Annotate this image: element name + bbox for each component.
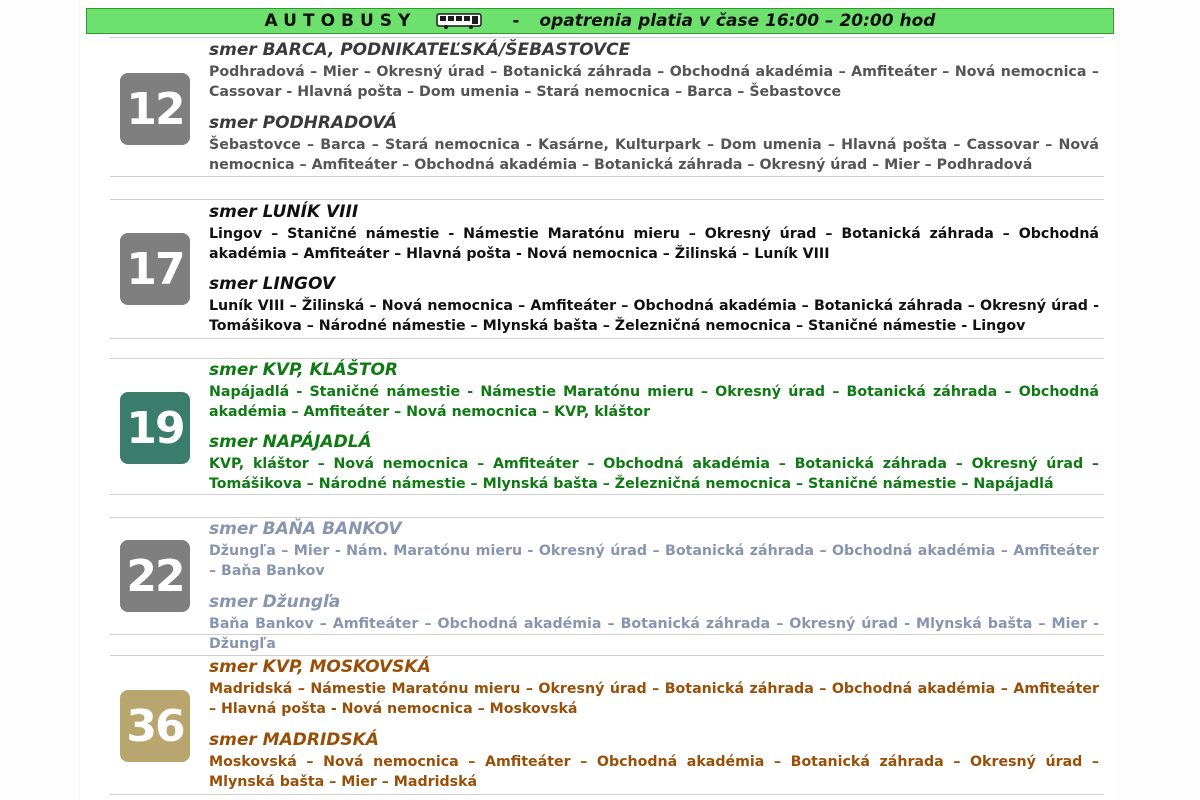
direction-title: smer BAŇA BANKOV bbox=[209, 519, 402, 539]
direction-block bbox=[209, 40, 1099, 102]
line-section-12 bbox=[110, 37, 1104, 177]
stops-list: Džungľa – Mier - Nám. Maratónu mieru - Okresný úrad – Botanická záhrada – Obchodná akadémia – Amfiteáter – Baňa Bankov bbox=[209, 543, 1099, 579]
line-badge-12: 12 bbox=[120, 73, 190, 145]
direction-block bbox=[209, 274, 1099, 336]
direction-title: smer PODHRADOVÁ bbox=[209, 113, 398, 133]
line-badge-36: 36 bbox=[120, 690, 190, 762]
line-section-19 bbox=[110, 358, 1104, 495]
header-title: AUTOBUSY bbox=[264, 11, 417, 31]
header-banner bbox=[86, 8, 1114, 34]
stops-list: Napájadlá - Staničné námestie - Námestie Maratónu mieru – Okresný úrad – Botanická záhrada – Obchodná akadémia – Amfiteáter – Nová nemocnica – KVP, kláštor bbox=[209, 384, 1099, 420]
stops-list: Luník VIII – Žilinská – Nová nemocnica – Amfiteáter – Obchodná akadémia – Botanická záhrada – Okresný úrad - Tomášikova – Národné námestie – Mlynská bašta – Železničná nemocnica – Staničné námestie - Lingov bbox=[209, 298, 1099, 334]
stops-list: Lingov – Staničné námestie - Námestie Maratónu mieru – Okresný úrad – Botanická záhrada – Obchodná akadémia – Amfiteáter – Hlavná pošta - Nová nemocnica – Žilinská – Luník VIII bbox=[209, 226, 1099, 262]
line-section-22 bbox=[110, 517, 1104, 652]
header-subtitle: opatrenia platia v čase 16:00 – 20:00 hod bbox=[539, 11, 936, 31]
direction-title: smer KVP, KLÁŠTOR bbox=[209, 360, 398, 380]
direction-block bbox=[209, 202, 1099, 264]
line-section-17 bbox=[110, 199, 1104, 339]
stops-list: KVP, kláštor – Nová nemocnica – Amfiteáter – Obchodná akadémia – Botanická záhrada – Okresný úrad – Tomášikova – Národné námestie – Mlynská bašta – Železničná nemocnica – Staničné námestie – Napájadlá bbox=[209, 456, 1099, 492]
direction-block bbox=[209, 519, 1099, 581]
direction-title: smer NAPÁJADLÁ bbox=[209, 432, 372, 452]
line-badge-19: 19 bbox=[120, 392, 190, 464]
direction-block bbox=[209, 730, 1099, 792]
stops-list: Madridská – Námestie Maratónu mieru – Okresný úrad – Botanická záhrada – Obchodná akadémia – Amfiteáter – Hlavná pošta - Nová nemocnica – Moskovská bbox=[209, 681, 1099, 717]
direction-block bbox=[209, 113, 1099, 175]
direction-block bbox=[209, 657, 1099, 719]
direction-title: smer Džungľa bbox=[209, 592, 341, 612]
stops-list: Šebastovce – Barca – Stará nemocnica - Kasárne, Kulturpark – Dom umenia – Hlavná pošta – Cassovar – Nová nemocnica – Amfiteáter – Obchodná akadémia – Botanická záhrada – Okresný úrad – Mier – Podhradová bbox=[209, 137, 1099, 173]
direction-title: smer LINGOV bbox=[209, 274, 336, 294]
direction-title: smer KVP, MOSKOVSKÁ bbox=[209, 657, 431, 677]
line-badge-17: 17 bbox=[120, 233, 190, 305]
stops-list: Moskovská – Nová nemocnica – Amfiteáter – Obchodná akadémia – Botanická záhrada – Okresný úrad – Mlynská bašta – Mier – Madridská bbox=[209, 754, 1099, 790]
line-section-36 bbox=[110, 655, 1104, 795]
direction-title: smer MADRIDSKÁ bbox=[209, 730, 379, 750]
stops-list: Baňa Bankov – Amfiteáter – Obchodná akadémia – Botanická záhrada – Okresný úrad - Mlynská bašta – Mier - Džungľa bbox=[209, 616, 1099, 652]
direction-block bbox=[209, 360, 1099, 422]
direction-title: smer LUNÍK VIII bbox=[209, 202, 359, 222]
direction-block bbox=[209, 592, 1099, 654]
line-badge-22: 22 bbox=[120, 540, 190, 612]
stops-list: Podhradová – Mier – Okresný úrad – Botanická záhrada – Obchodná akadémia – Amfiteáter – Nová nemocnica – Cassovar - Hlavná pošta – Dom umenia – Stará nemocnica – Barca – Šebastovce bbox=[209, 64, 1099, 100]
header-separator: - bbox=[512, 11, 520, 31]
direction-title: smer BARCA, PODNIKATEĽSKÁ/ŠEBASTOVCE bbox=[209, 40, 631, 60]
bus-icon bbox=[436, 13, 482, 29]
direction-block bbox=[209, 432, 1099, 494]
